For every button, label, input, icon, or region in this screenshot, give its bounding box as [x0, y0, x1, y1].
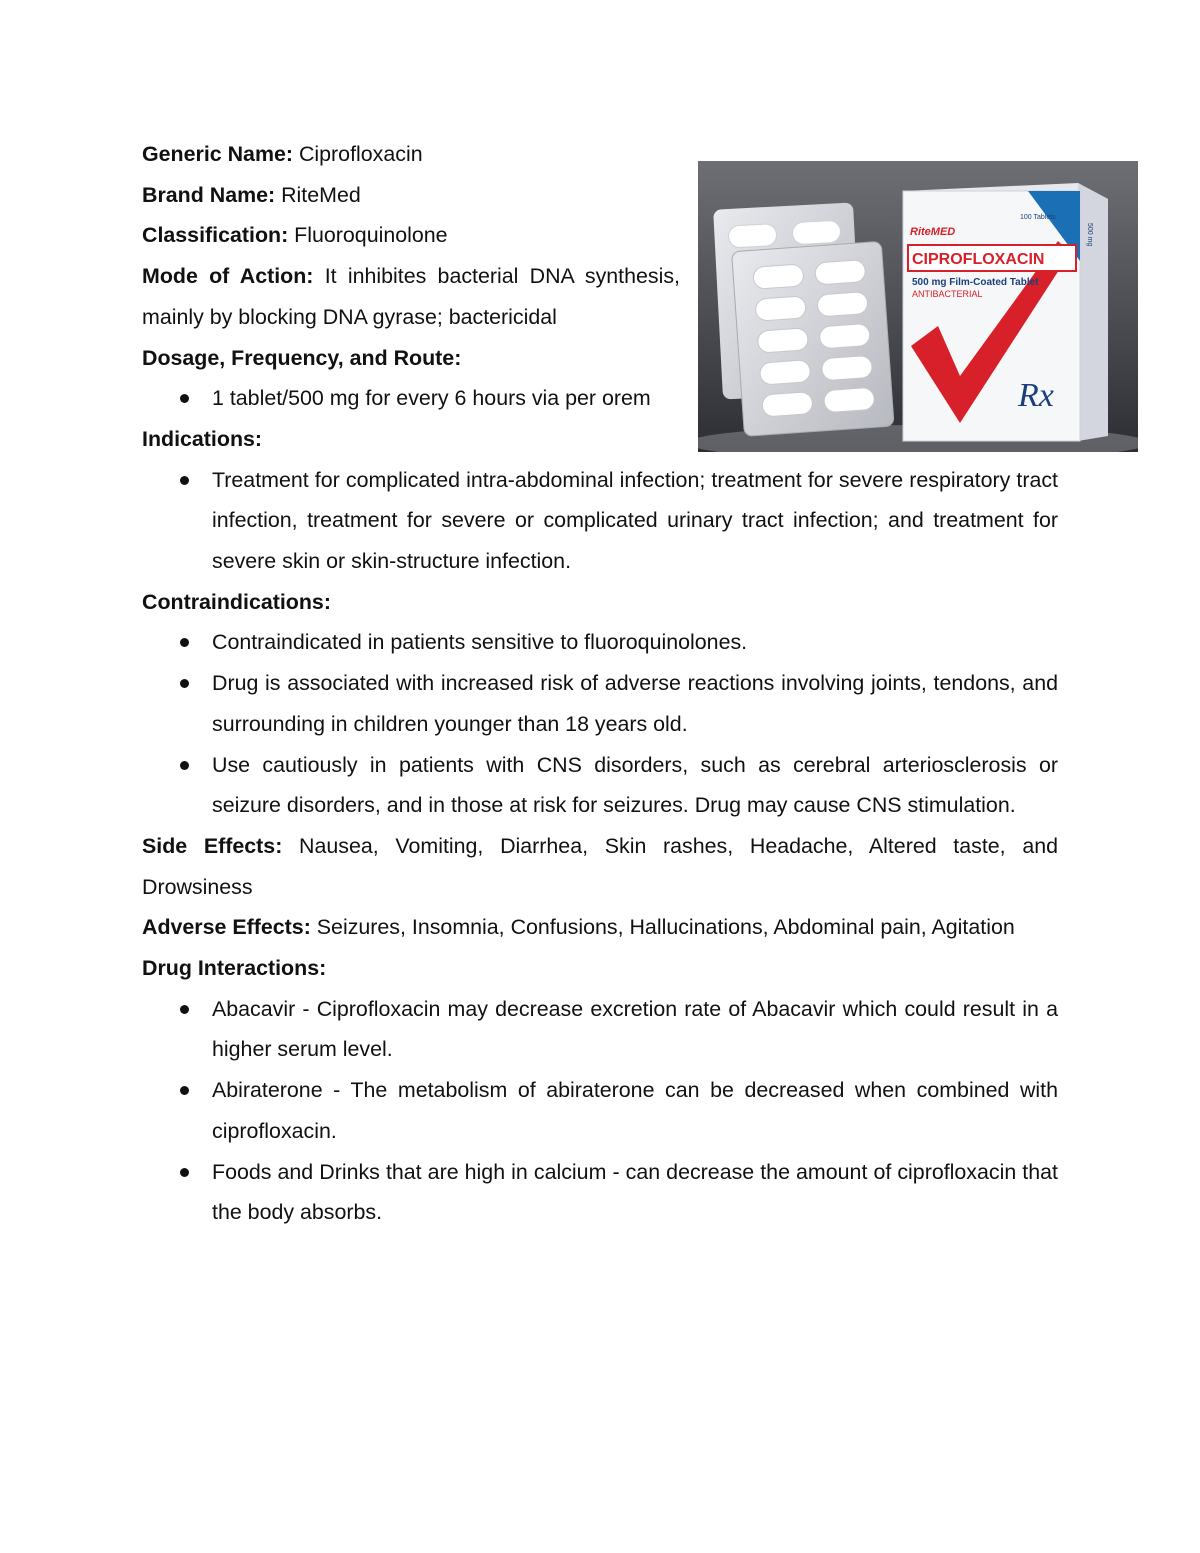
contraindications-list [142, 622, 1058, 826]
tablet [762, 392, 813, 417]
box-brand-text: RiteMED [910, 226, 956, 238]
list-item: Treatment for complicated intra-abdominal infection; treatment for severe respiratory tract infection, treatment for severe or complicated urinary tract infection; and treatment for severe skin or skin-structure infection. [142, 460, 1058, 582]
list-item: Contraindicated in patients sensitive to fluoroquinolones. [142, 622, 1058, 663]
drug-interactions-list [142, 989, 1058, 1233]
list-item: Foods and Drinks that are high in calcium - can decrease the amount of ciprofloxacin that the body absorbs. [142, 1152, 1058, 1233]
list-item: Abiraterone - The metabolism of abiraterone can be decreased when combined with ciprofloxacin. [142, 1070, 1058, 1151]
brand-name-label: Brand Name: [142, 182, 276, 207]
adverse-effects-label: Adverse Effects: [142, 915, 311, 940]
adverse-effects-value: Seizures, Insomnia, Confusions, Hallucinations, Abdominal pain, Agitation [316, 915, 1015, 940]
contraindications-label: Contraindications: [142, 589, 331, 614]
mode-of-action-label: Mode of Action: [142, 264, 314, 289]
front-blister-pack [732, 241, 895, 436]
list-item: Abacavir - Ciprofloxacin may decrease excretion rate of Abacavir which could result in a higher serum level. [142, 989, 1058, 1070]
tablet [755, 296, 806, 321]
box-name-text: CIPROFLOXACIN [912, 251, 1045, 268]
tablet [792, 220, 841, 244]
tablet [817, 291, 868, 316]
generic-name-line [142, 134, 680, 175]
tablet [819, 323, 870, 348]
rx-symbol: Rx [1018, 377, 1054, 414]
ciprofloxacin-product-photo [698, 161, 1138, 452]
list-item: Use cautiously in patients with CNS disorders, such as cerebral arteriosclerosis or seizure disorders, and in those at risk for seizures. Drug may cause CNS stimulation. [142, 745, 1058, 826]
tablet [728, 224, 777, 248]
box-class-text: ANTIBACTERIAL [912, 289, 983, 299]
generic-name-label: Generic Name: [142, 142, 293, 166]
tablet [815, 260, 866, 285]
dosage-heading [142, 338, 680, 379]
brand-name-value: RiteMed [281, 182, 361, 207]
contraindications-heading [142, 582, 1058, 623]
indications-label: Indications: [142, 426, 263, 451]
box-strength-text: 500 mg Film-Coated Tablet [912, 277, 1039, 288]
tablet [753, 264, 804, 289]
indications-list [142, 460, 1058, 582]
generic-name-value: Ciprofloxacin [298, 142, 423, 166]
classification-value: Fluoroquinolone [294, 223, 448, 248]
side-effects-line [142, 826, 1058, 907]
classification-line [142, 215, 680, 256]
list-item: Drug is associated with increased risk of adverse reactions involving joints, tendons, and surrounding in children younger than 18 years old. [142, 663, 1058, 744]
tablet [821, 355, 872, 380]
side-effects-value: Nausea, Vomiting, Diarrhea, Skin rashes, Headache, Altered taste, and Drowsiness [142, 833, 1059, 899]
box-count-text: 100 Tablets [1020, 214, 1056, 221]
side-effects-label: Side Effects: [142, 833, 283, 858]
tablet [759, 360, 810, 385]
classification-label: Classification: [142, 223, 289, 248]
drug-interactions-heading [142, 948, 1058, 989]
box-side [1078, 183, 1108, 441]
tablet [757, 328, 808, 353]
dosage-list [142, 378, 680, 419]
dosage-label: Dosage, Frequency, and Route: [142, 345, 462, 370]
list-item: 1 tablet/500 mg for every 6 hours via per orem [142, 378, 680, 419]
mode-of-action-value: It inhibites bacterial DNA synthesis, mainly by blocking DNA gyrase; bactericidal [142, 264, 681, 329]
drug-interactions-label: Drug Interactions: [142, 956, 327, 981]
box-side-text: 500 mg [1086, 223, 1093, 247]
adverse-effects-line [142, 907, 1058, 948]
brand-name-line [142, 175, 680, 216]
mode-of-action-line [142, 256, 680, 337]
medicine-box [903, 183, 1108, 441]
tablet [823, 387, 874, 412]
